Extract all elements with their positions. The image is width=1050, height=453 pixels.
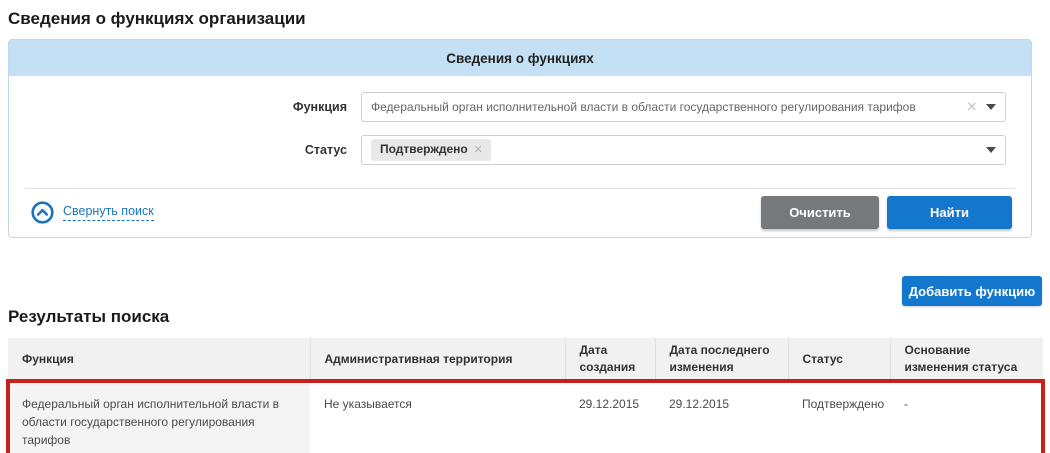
status-tag-label: Подтверждено xyxy=(380,142,468,157)
chevron-down-icon[interactable] xyxy=(986,104,996,110)
collapse-search-label: Свернуть поиск xyxy=(63,204,154,221)
column-header-status: Статус xyxy=(788,338,890,381)
column-header-date-created: Дата создания xyxy=(565,338,655,381)
status-combobox[interactable] xyxy=(361,135,1006,165)
status-field-label: Статус xyxy=(304,143,347,157)
column-header-territory: Административная территория xyxy=(310,338,565,381)
column-header-status-reason: Основание изменения статуса xyxy=(890,338,1043,381)
cell-status: Подтверждено xyxy=(802,396,885,411)
collapse-search-link[interactable] xyxy=(31,201,154,224)
page xyxy=(0,9,1050,453)
column-header-date-modified: Дата последнего изменения xyxy=(655,338,788,381)
remove-tag-icon[interactable]: × xyxy=(473,141,483,158)
search-button[interactable]: Найти xyxy=(887,196,1012,229)
chevron-up-circle-icon xyxy=(31,201,54,224)
function-field-value: Федеральный орган исполнительной власти в области государственного регулирования тарифов xyxy=(371,100,916,114)
table-header-row xyxy=(8,338,1043,381)
table-row[interactable] xyxy=(8,381,1043,453)
search-panel-body xyxy=(9,76,1031,237)
add-function-button[interactable]: Добавить функцию xyxy=(902,276,1042,306)
column-header-function: Функция xyxy=(8,338,310,381)
function-combobox[interactable] xyxy=(361,92,1006,122)
clear-button[interactable]: Очистить xyxy=(761,196,879,229)
cell-territory: Не указывается xyxy=(324,396,412,411)
cell-date-modified: 29.12.2015 xyxy=(669,396,730,411)
function-field-row xyxy=(9,92,1031,122)
page-title: Сведения о функциях организации xyxy=(8,9,306,28)
clear-icon[interactable]: × xyxy=(966,96,977,117)
status-field-row xyxy=(9,135,1031,165)
function-field-label: Функция xyxy=(292,100,347,114)
chevron-down-icon[interactable] xyxy=(986,147,996,153)
search-panel-footer xyxy=(9,189,1031,237)
cell-date-created: 29.12.2015 xyxy=(579,396,640,411)
add-function-row xyxy=(8,276,1042,306)
results-table xyxy=(8,338,1043,453)
search-buttons xyxy=(761,196,1012,229)
results-title: Результаты поиска xyxy=(8,307,170,326)
cell-function: Федеральный орган исполнительной власти в области государственного регулирования тарифов xyxy=(8,381,310,453)
search-panel xyxy=(8,39,1032,238)
cell-status-reason: - xyxy=(904,396,908,411)
status-tag xyxy=(371,139,491,161)
search-panel-header: Сведения о функциях xyxy=(9,40,1031,76)
